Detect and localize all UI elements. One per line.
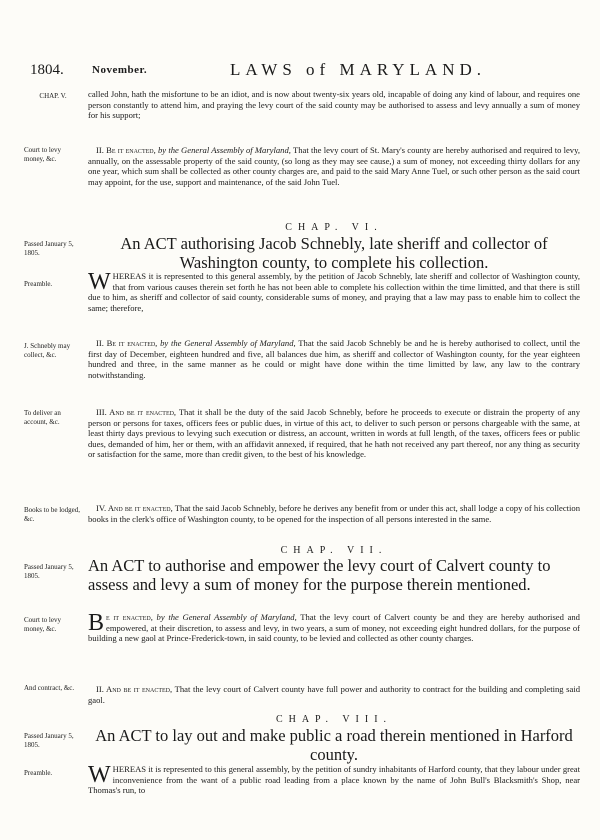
section-lead: II. Be it enacted, bbox=[96, 145, 156, 155]
section-lead: e it enacted, bbox=[106, 612, 153, 622]
section-lead-italic: by the General Assembly of Maryland, bbox=[156, 612, 297, 622]
margin-note-passed-8: Passed January 5, 1805. bbox=[24, 732, 74, 749]
section-lead-italic: by the General Assembly of Maryland, bbox=[160, 338, 296, 348]
chap6-section-4 bbox=[88, 503, 580, 524]
drop-cap: W bbox=[88, 269, 111, 295]
section-text: That it shall be the duty of the said Jacob Schnebly, before he proceeds to execute or distrain the property of any person or persons for taxes, officers fees or public dues, in virtue of this act, to deliver to such person or persons chargeable with the same, at least thirty days previous to levying such execution or distress, an account, written in words at full length, of the taxes, officers fees or public dues, demanded of him, her or them, with an affidavit annexed, if required, that he hath not received any part thereof, nor any thing as security or satisfaction for the same, more than credit given, to the best of his knowledge. bbox=[88, 407, 580, 460]
drop-cap: W bbox=[88, 762, 111, 788]
header-year: 1804. bbox=[30, 62, 64, 78]
act-title-8: An ACT to lay out and make public a road therein mentioned in Harford county. bbox=[95, 726, 573, 764]
margin-note-schnebly-collect: J. Schnebly may collect, &c. bbox=[24, 342, 71, 359]
act-title-7: An ACT to authorise and empower the levy court of Calvert county to assess and levy a sum of money for the purpose therein mentioned. bbox=[88, 556, 551, 594]
chap5-continuation: called John, hath the misfortune to be an idiot, and is now about twenty-six years old, incapable of doing any kind of labour, and requires one person constantly to attend him, and praying the levy court of the said county may be authorised to assess and levy annually a sum of money for his support; bbox=[88, 89, 580, 121]
chap-6-heading: CHAP. VI. bbox=[285, 222, 383, 233]
chap6-preamble bbox=[88, 271, 580, 313]
page-header bbox=[30, 62, 580, 82]
header-month: November. bbox=[92, 64, 148, 76]
margin-note-passed-6: Passed January 5, 1805. bbox=[24, 240, 74, 257]
preamble-text: HEREAS it is represented to this general assembly, by the petition of Jacob Schnebly, late sheriff and collector of Washington county, that from various causes therein set forth he has not been able to complete his collection within the time limitted, and that there is still due to him, as sheriff and collector of said county, considerable sums of money, and praying that a law may pass to enable him to collect the same; therefore, bbox=[88, 271, 580, 313]
margin-note-preamble-6: Preamble. bbox=[24, 280, 53, 288]
margin-note-court-levy-7: Court to levy money, &c. bbox=[24, 616, 61, 633]
section-lead: II. And be it enacted, bbox=[96, 684, 173, 694]
chap-7-heading: CHAP. VII. bbox=[280, 545, 388, 556]
act-title-6: An ACT authorising Jacob Schnebly, late sheriff and collector of Washington county, to complete his collection. bbox=[120, 234, 548, 272]
section-text: That the levy court of Calvert county have full power and authority to contract for the building and completing said gaol. bbox=[88, 684, 580, 705]
chap5-section-2 bbox=[88, 145, 580, 187]
section-lead-italic: by the General Assembly of Maryland, bbox=[158, 145, 291, 155]
margin-note-preamble-8: Preamble. bbox=[24, 769, 53, 777]
margin-note-books-lodged: Books to be lodged, &c. bbox=[24, 506, 80, 523]
section-text: That the said Jacob Schnebly, before he derives any benefit from or under this act, shall lodge a copy of his collection books in the clerk's office of Washington county, to be opened for the inspection of all persons interested in the same. bbox=[88, 503, 581, 524]
chap6-section-2 bbox=[88, 338, 580, 380]
section-text: That the said Jacob Schnebly be and he is hereby authorised to collect, until the first day of December, eighteen hundred and five, all balances due him, as sheriff and collector of Washington county, for the year eighteen hundred and three, in the same manner as he could or might have done within the time limitted by law, any law to the contrary notwithstanding. bbox=[88, 338, 580, 380]
header-title: LAWS of MARYLAND. bbox=[230, 60, 486, 79]
chap-8-heading: CHAP. VIII. bbox=[275, 714, 393, 725]
chap6-section-3 bbox=[88, 407, 580, 460]
section-lead: IV. And be it enacted, bbox=[96, 503, 173, 513]
section-lead: III. And be it enacted, bbox=[96, 407, 177, 417]
section-lead: II. Be it enacted, bbox=[96, 338, 158, 348]
chap8-preamble bbox=[88, 764, 580, 796]
preamble-text: HEREAS it is represented to this general assembly, by the petition of sundry inhabitants of Harford county, that they labour under great inconvenience from the want of a public road leading from a place known by the name of John Bull's Blacksmith's Shop, near Thomas's run, to bbox=[88, 764, 580, 796]
margin-note-chap-5: CHAP. V. bbox=[39, 92, 67, 100]
margin-note-court-levy: Court to levy money, &c. bbox=[24, 146, 61, 163]
chap7-section-2 bbox=[88, 684, 580, 705]
section-text: That the levy court of St. Mary's county are hereby authorised and required to levy, annually, on the assessable property of the said county, (so long as they may see cause,) a sum of money, not exceeding thirty dollars for any one year, which sum shall be collected as other county charges are, and paid to the said Mary Anne Tuel, or such other person as the said court may appoint, for the use, support and maintenance, of the said John Tuel. bbox=[88, 145, 580, 187]
drop-cap: B bbox=[88, 610, 105, 636]
margin-note-deliver-account: To deliver an account, &c. bbox=[24, 409, 61, 426]
section-text: That the levy court of Calvert county be and they are hereby authorised and empowered, at their discretion, to assess and levy, in two years, a sum of money, not exceeding eight hundred dollars, for the purpose of building a new gaol at Prince-Frederick-town, in said county, to be levied and collected as other county charges. bbox=[88, 612, 580, 644]
chap7-section-1 bbox=[88, 612, 580, 644]
margin-note-contract: And contract, &c. bbox=[24, 684, 75, 692]
margin-note-passed-7: Passed January 5, 1805. bbox=[24, 563, 74, 580]
